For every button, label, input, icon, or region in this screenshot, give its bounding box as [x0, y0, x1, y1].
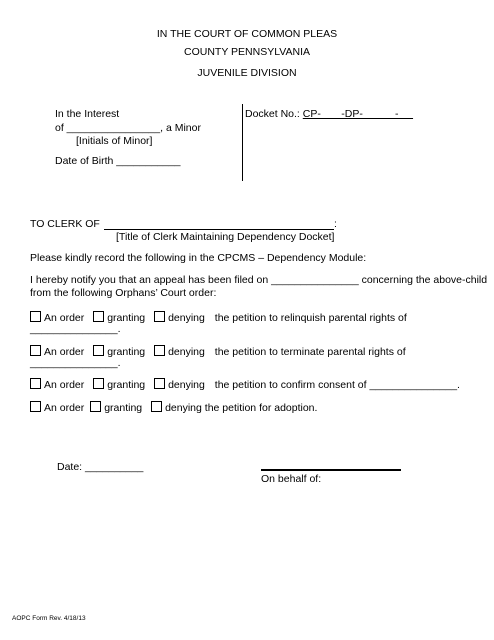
- clerk-colon: :: [334, 218, 337, 230]
- appeal-notice-line2: from the following Orphans’ Court order:: [30, 287, 217, 299]
- an-order-label: An order: [44, 402, 85, 414]
- in-the-interest-label: In the Interest: [55, 108, 120, 120]
- order-row-adoption: [30, 401, 317, 414]
- an-order-label: An order: [44, 312, 85, 324]
- division-title: JUVENILE DIVISION: [197, 67, 297, 79]
- order-row-confirm-consent: [30, 378, 460, 391]
- court-title: IN THE COURT OF COMMON PLEAS: [156, 28, 338, 40]
- appeal-notice-line1: I hereby notify you that an appeal has been filed on _______________ concerning the above-child: [30, 274, 488, 286]
- denying-label: denying: [168, 346, 205, 358]
- docket-number-field[interactable]: [245, 108, 413, 120]
- granting-checkbox[interactable]: [93, 345, 104, 356]
- caption-divider: [242, 104, 243, 181]
- relinquish-name-blank[interactable]: _______________.: [30, 323, 121, 335]
- to-clerk-label: TO CLERK OF: [30, 218, 100, 230]
- adoption-text: denying the petition for adoption.: [165, 402, 318, 414]
- granting-label: granting: [104, 402, 143, 414]
- county-title: COUNTY PENNSYLVANIA: [183, 46, 311, 58]
- granting-label: granting: [107, 312, 146, 324]
- relinquish-text: the petition to relinquish parental rights of: [214, 312, 407, 324]
- date-of-birth-field[interactable]: Date of Birth ___________: [55, 155, 181, 167]
- an-order-checkbox[interactable]: [30, 345, 41, 356]
- record-request-text: Please kindly record the following in the CPCMS – Dependency Module:: [30, 252, 367, 264]
- signature-line[interactable]: [261, 469, 401, 471]
- initials-hint: [Initials of Minor]: [76, 135, 153, 147]
- an-order-checkbox[interactable]: [30, 378, 41, 389]
- denying-checkbox[interactable]: [154, 378, 165, 389]
- docket-value: CP- -DP- -: [302, 108, 414, 120]
- an-order-checkbox[interactable]: [30, 401, 41, 412]
- an-order-checkbox[interactable]: [30, 311, 41, 322]
- terminate-name-blank[interactable]: _______________.: [30, 357, 121, 369]
- denying-checkbox[interactable]: [154, 345, 165, 356]
- granting-label: granting: [107, 379, 146, 391]
- denying-label: denying: [168, 312, 205, 324]
- granting-checkbox[interactable]: [93, 311, 104, 322]
- confirm-consent-text: the petition to confirm consent of _______________.: [214, 379, 460, 391]
- form-revision: AOPC Form Rev. 4/18/13: [12, 615, 86, 622]
- granting-checkbox[interactable]: [90, 401, 101, 412]
- denying-label: denying: [168, 379, 205, 391]
- clerk-name-line[interactable]: [104, 229, 334, 230]
- granting-checkbox[interactable]: [93, 378, 104, 389]
- date-label: Date:: [57, 461, 83, 473]
- terminate-text: the petition to terminate parental rights of: [214, 346, 406, 358]
- date-field[interactable]: __________: [85, 461, 144, 473]
- docket-label: Docket No.:: [245, 108, 300, 120]
- granting-label: granting: [107, 346, 146, 358]
- an-order-label: An order: [44, 346, 85, 358]
- on-behalf-label: On behalf of:: [261, 473, 322, 485]
- clerk-title-hint: [Title of Clerk Maintaining Dependency Docket]: [116, 231, 335, 243]
- minor-of-line[interactable]: of ________________, a Minor: [55, 122, 201, 134]
- denying-checkbox[interactable]: [151, 401, 162, 412]
- denying-checkbox[interactable]: [154, 311, 165, 322]
- an-order-label: An order: [44, 379, 85, 391]
